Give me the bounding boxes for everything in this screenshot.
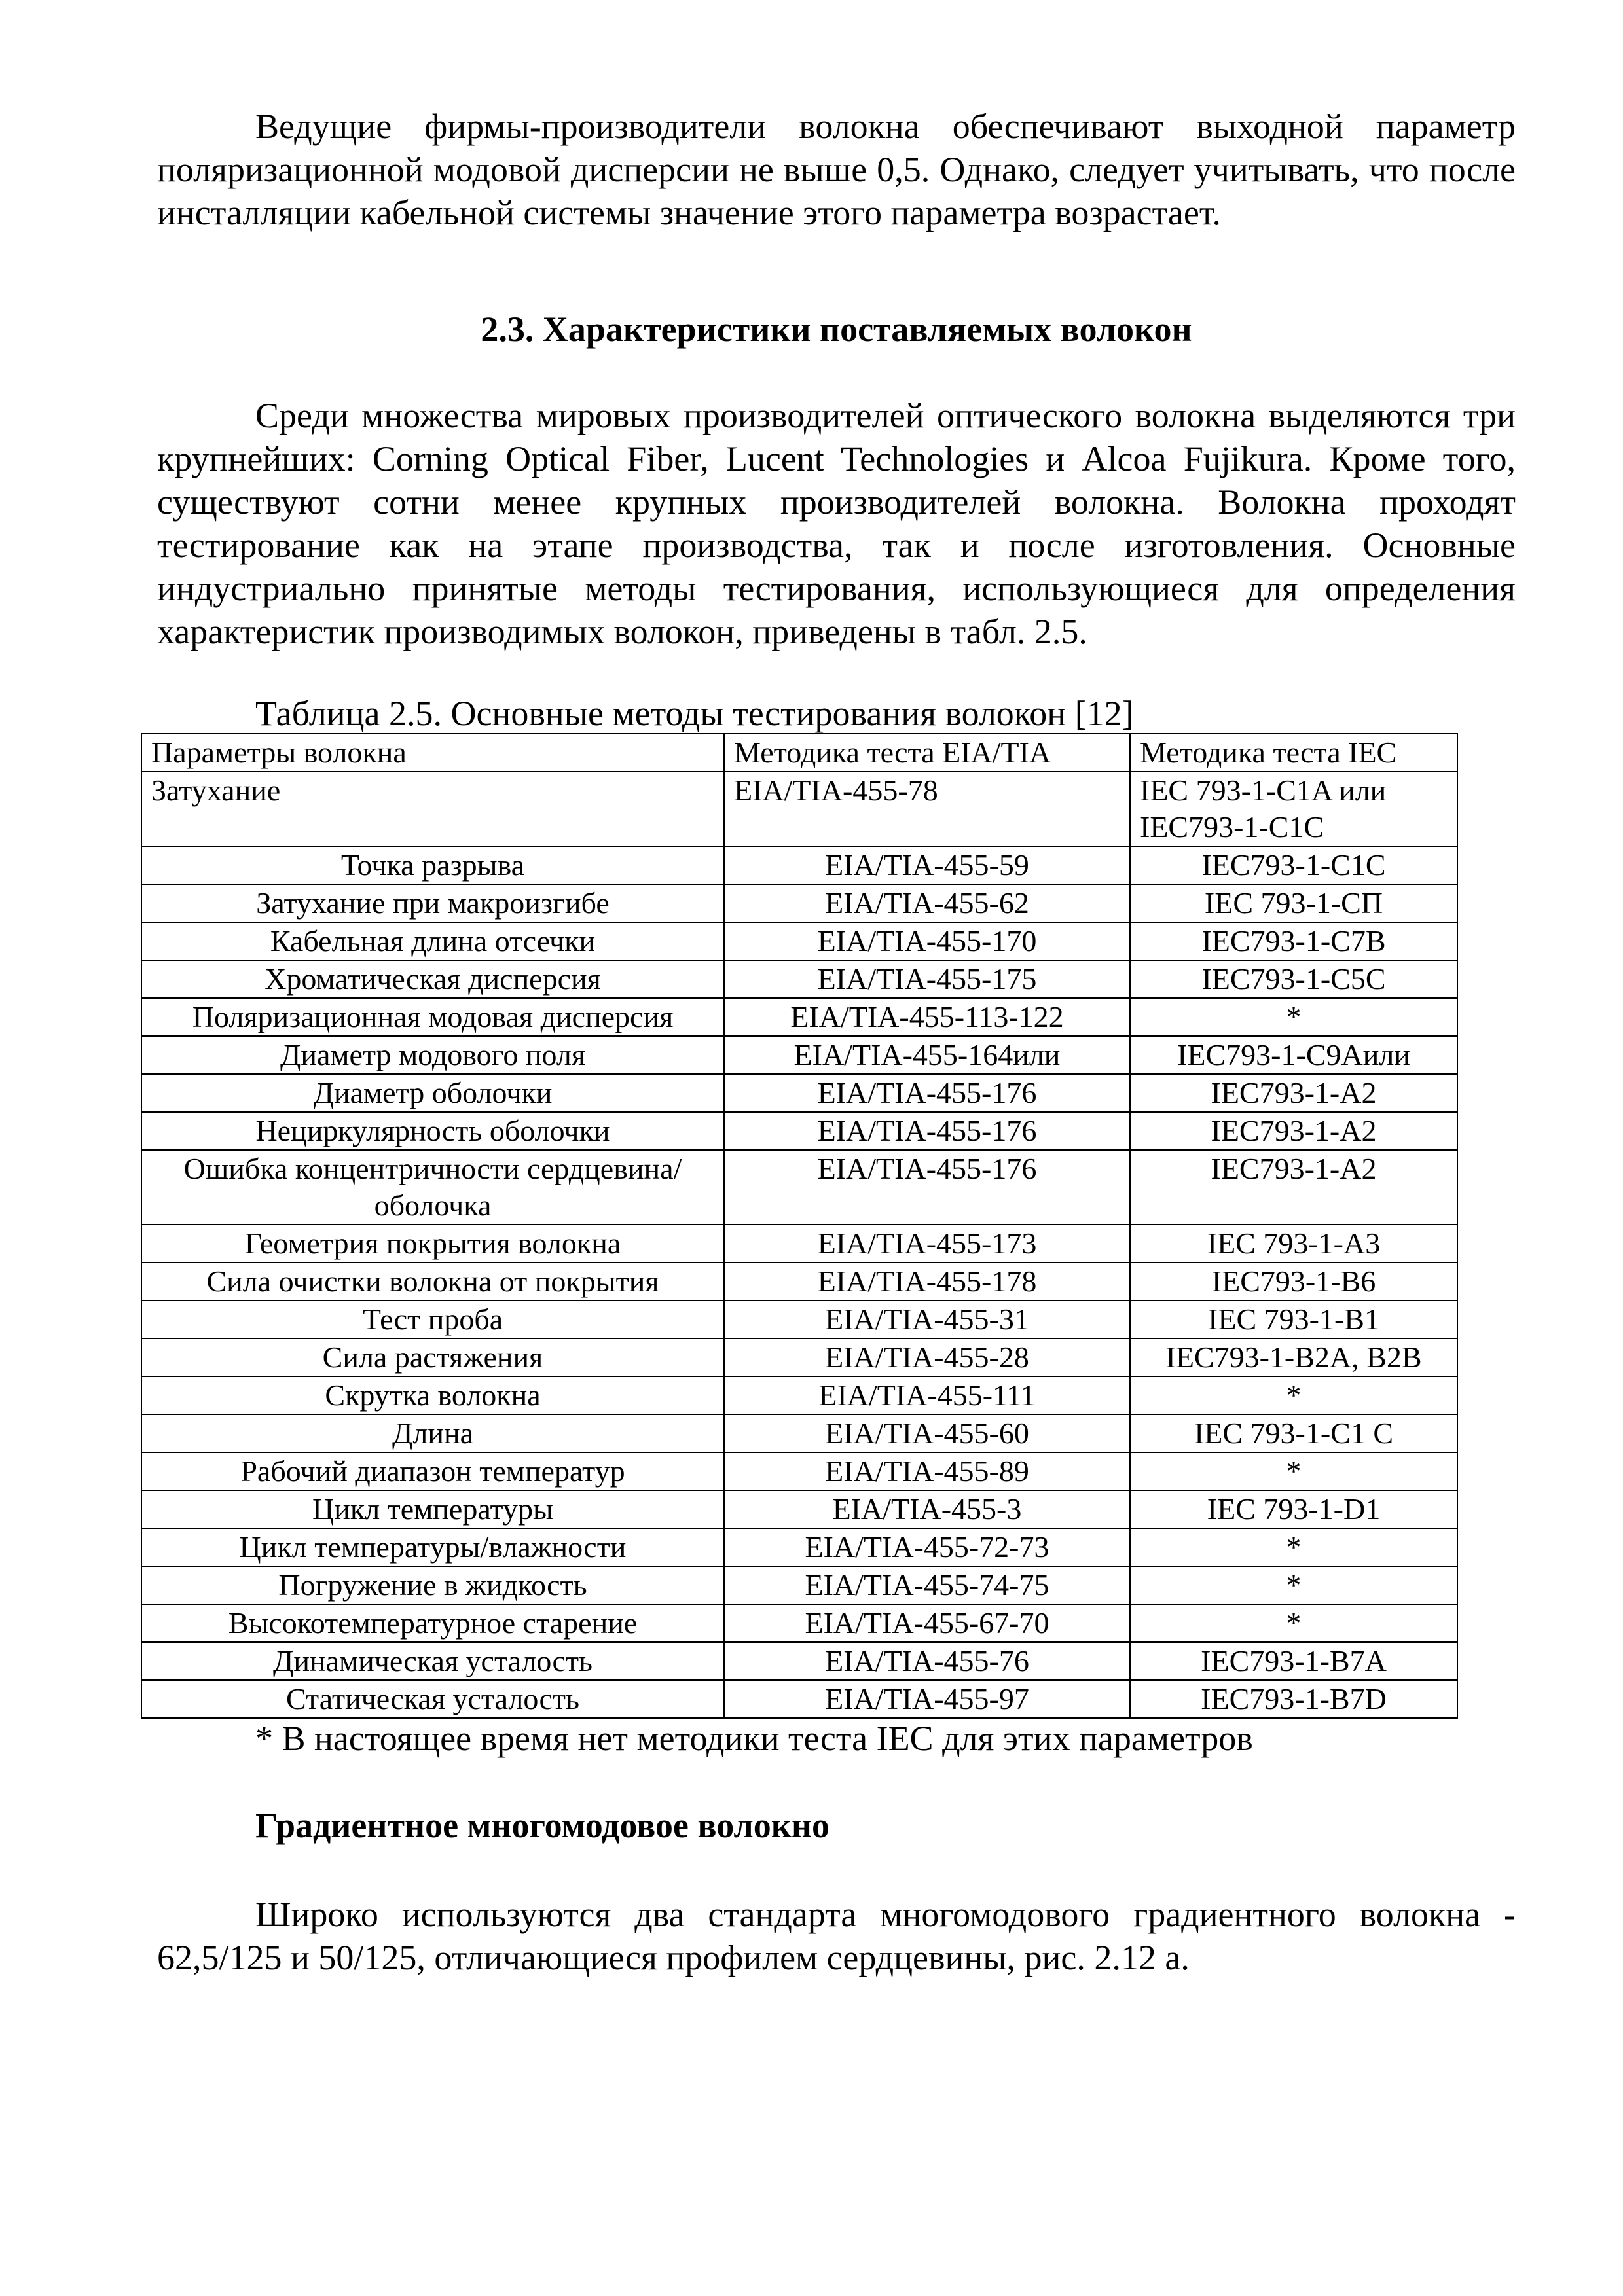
iec-cell: IEC793-1-C7B [1130, 922, 1457, 960]
parameter-cell: Динамическая усталость [141, 1642, 724, 1680]
paragraph-pmd: Ведущие фирмы-производители волокна обеспечивают выходной параметр поляризационной модовой дисперсии не выше 0,5. Однако, следует учитывать, что после инсталляции кабельной системы значение этого параметра возрастает. [157, 107, 1516, 232]
iec-cell: IEC793-1-A2 [1130, 1112, 1457, 1150]
iec-cell: IEC793-1-B7A [1130, 1642, 1457, 1680]
iec-cell: IEC793-1-B7D [1130, 1680, 1457, 1718]
table-caption: Таблица 2.5. Основные методы тестирования волокон [12] [255, 694, 1134, 733]
eia-tia-cell: EIA/TIA-455-97 [724, 1680, 1130, 1718]
table-row [141, 1604, 1457, 1642]
parameter-cell: Поляризационная модовая дисперсия [141, 998, 724, 1036]
parameter-cell: Затухание [141, 772, 724, 846]
test-methods-table [141, 733, 1458, 1719]
parameter-cell: Нециркулярность оболочки [141, 1112, 724, 1150]
parameter-cell: Рабочий диапазон температур [141, 1452, 724, 1490]
parameter-cell: Сила растяжения [141, 1338, 724, 1376]
eia-tia-cell: EIA/TIA-455-178 [724, 1263, 1130, 1300]
table-row [141, 922, 1457, 960]
parameter-cell: Точка разрыва [141, 846, 724, 884]
eia-tia-cell: EIA/TIA-455-176 [724, 1150, 1130, 1225]
parameter-cell: Диаметр модового поля [141, 1036, 724, 1074]
iec-cell: IEC 793-1-A3 [1130, 1225, 1457, 1263]
header-cell: Методика теста IEC [1130, 734, 1457, 772]
table-row [141, 1036, 1457, 1074]
header-cell: Параметры волокна [141, 734, 724, 772]
header-cell: Методика теста EIA/TIA [724, 734, 1130, 772]
table-row [141, 1263, 1457, 1300]
parameter-cell: Длина [141, 1414, 724, 1452]
parameter-cell: Высокотемпературное старение [141, 1604, 724, 1642]
table-row [141, 1074, 1457, 1112]
table-row [141, 846, 1457, 884]
parameter-cell: Кабельная длина отсечки [141, 922, 724, 960]
iec-cell: * [1130, 1528, 1457, 1566]
parameter-cell: Скрутка волокна [141, 1376, 724, 1414]
eia-tia-cell: EIA/TIA-455-62 [724, 884, 1130, 922]
eia-tia-cell: EIA/TIA-455-31 [724, 1300, 1130, 1338]
iec-cell: IEC 793-1-C1A или IEC793-1-C1C [1130, 772, 1457, 846]
table-row [141, 1414, 1457, 1452]
eia-tia-cell: EIA/TIA-455-173 [724, 1225, 1130, 1263]
iec-cell: * [1130, 1566, 1457, 1604]
table-row [141, 1300, 1457, 1338]
eia-tia-cell: EIA/TIA-455-3 [724, 1490, 1130, 1528]
eia-tia-cell: EIA/TIA-455-59 [724, 846, 1130, 884]
iec-cell: IEC793-1-C1C [1130, 846, 1457, 884]
eia-tia-cell: EIA/TIA-455-175 [724, 960, 1130, 998]
table-row [141, 772, 1457, 846]
eia-tia-cell: EIA/TIA-455-176 [724, 1112, 1130, 1150]
table-row [141, 1642, 1457, 1680]
parameter-cell: Статическая усталость [141, 1680, 724, 1718]
table-row [141, 1528, 1457, 1566]
parameter-cell: Ошибка концентричности сердцевина/оболочка [141, 1150, 724, 1225]
table-row [141, 884, 1457, 922]
table-row [141, 1452, 1457, 1490]
table-row [141, 960, 1457, 998]
paragraph-manufacturers: Среди множества мировых производителей оптического волокна выделяются три крупнейших: Corning Optical Fiber, Lucent Technologies и Alcoa Fujikura. Кроме того, существуют сотни менее крупных производителей волокна. Волокна проходят тестирование как на этапе производства, так и после изготовления. Основные индустриально принятые методы тестирования, использующиеся для определения характеристик производимых волокон, приведены в табл. 2.5. [157, 396, 1516, 651]
table-row [141, 1112, 1457, 1150]
parameter-cell: Сила очистки волокна от покрытия [141, 1263, 724, 1300]
iec-cell: * [1130, 1604, 1457, 1642]
table-row [141, 1376, 1457, 1414]
eia-tia-cell: EIA/TIA-455-60 [724, 1414, 1130, 1452]
table-row [141, 1680, 1457, 1718]
eia-tia-cell: EIA/TIA-455-74-75 [724, 1566, 1130, 1604]
iec-cell: * [1130, 998, 1457, 1036]
eia-tia-cell: EIA/TIA-455-72-73 [724, 1528, 1130, 1566]
iec-cell: IEC793-1-C5C [1130, 960, 1457, 998]
eia-tia-cell: EIA/TIA-455-113-122 [724, 998, 1130, 1036]
table-header-row [141, 734, 1457, 772]
subheading: Градиентное многомодовое волокно [255, 1806, 830, 1845]
eia-tia-cell: EIA/TIA-455-164или [724, 1036, 1130, 1074]
eia-tia-cell: EIA/TIA-455-76 [724, 1642, 1130, 1680]
eia-tia-cell: EIA/TIA-455-67-70 [724, 1604, 1130, 1642]
eia-tia-cell: EIA/TIA-455-176 [724, 1074, 1130, 1112]
parameter-cell: Погружение в жидкость [141, 1566, 724, 1604]
parameter-cell: Диаметр оболочки [141, 1074, 724, 1112]
table-row [141, 1490, 1457, 1528]
document-page [151, 105, 1516, 1979]
iec-cell: IEC 793-1-B1 [1130, 1300, 1457, 1338]
iec-cell: IEC 793-1-D1 [1130, 1490, 1457, 1528]
eia-tia-cell: EIA/TIA-455-170 [724, 922, 1130, 960]
paragraph-graded-fiber: Широко используются два стандарта многомодового градиентного волокна - 62,5/125 и 50/125, отличающиеся профилем сердцевины, рис. 2.12 а. [157, 1895, 1516, 1977]
iec-cell: IEC793-1-C9Aили [1130, 1036, 1457, 1074]
iec-cell: IEC 793-1-CП [1130, 884, 1457, 922]
table-row [141, 998, 1457, 1036]
parameter-cell: Тест проба [141, 1300, 724, 1338]
table-row [141, 1566, 1457, 1604]
iec-cell: IEC793-1-B2A, B2B [1130, 1338, 1457, 1376]
eia-tia-cell: EIA/TIA-455-111 [724, 1376, 1130, 1414]
iec-cell: IEC793-1-A2 [1130, 1074, 1457, 1112]
section-heading: 2.3. Характеристики поставляемых волокон [481, 310, 1192, 349]
iec-cell: IEC793-1-A2 [1130, 1150, 1457, 1225]
parameter-cell: Цикл температуры [141, 1490, 724, 1528]
parameter-cell: Затухание при макроизгибе [141, 884, 724, 922]
iec-cell: * [1130, 1452, 1457, 1490]
iec-cell: * [1130, 1376, 1457, 1414]
iec-cell: IEC 793-1-C1 C [1130, 1414, 1457, 1452]
parameter-cell: Цикл температуры/влажности [141, 1528, 724, 1566]
table-row [141, 1338, 1457, 1376]
parameter-cell: Хроматическая дисперсия [141, 960, 724, 998]
iec-cell: IEC793-1-B6 [1130, 1263, 1457, 1300]
table-row [141, 1225, 1457, 1263]
eia-tia-cell: EIA/TIA-455-89 [724, 1452, 1130, 1490]
eia-tia-cell: EIA/TIA-455-28 [724, 1338, 1130, 1376]
table-row [141, 1150, 1457, 1225]
table-footnote: * В настоящее время нет методики теста IEC для этих параметров [255, 1719, 1253, 1758]
eia-tia-cell: EIA/TIA-455-78 [724, 772, 1130, 846]
parameter-cell: Геометрия покрытия волокна [141, 1225, 724, 1263]
